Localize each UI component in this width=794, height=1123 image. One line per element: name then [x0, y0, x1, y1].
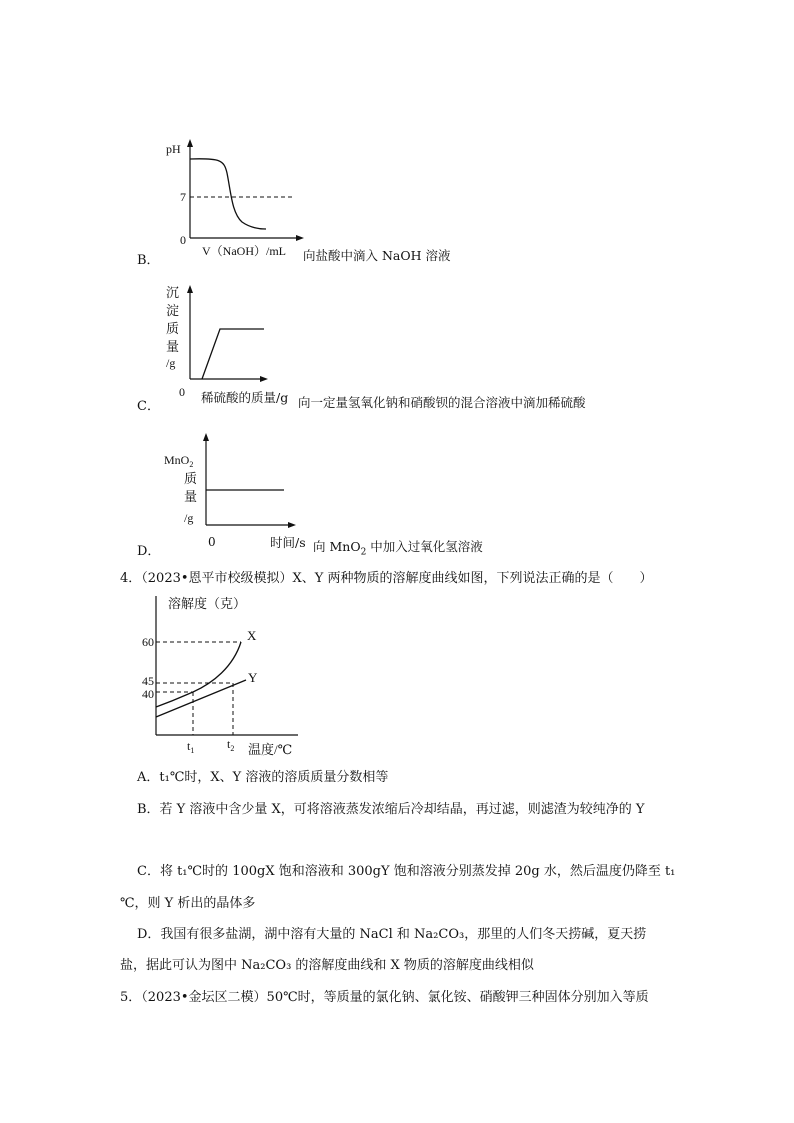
solubility-chart: [138, 594, 308, 762]
question-text: X、Y 两种物质的溶解度曲线如图，下列说法正确的是（ ）: [292, 571, 653, 586]
y-label-char: 量: [166, 339, 180, 354]
y-label-char: 质: [166, 321, 180, 336]
option-d-letter: D．: [137, 544, 161, 559]
x-axis-title: 温度/℃: [248, 742, 293, 757]
option-c-x-axis-label: 稀硫酸的质量/g: [201, 390, 289, 405]
question-source: （2023•恩平市校级模拟）: [141, 571, 293, 586]
y-label-unit: /g: [166, 356, 176, 370]
question-source: （2023•金坛区二模）: [141, 990, 267, 1005]
x-tick-t2: $t_2$: [227, 737, 235, 753]
question-4-option-b: B．若 Y 溶液中含少量 X，可将溶液蒸发浓缩后冷却结晶，再过滤，则滤渣为较纯净的 Y: [137, 802, 645, 817]
x-axis-arrow: [296, 235, 304, 241]
question-4-option-a: A．t₁℃时，X、Y 溶液的溶质质量分数相等: [137, 770, 389, 785]
y-label-char: 淀: [166, 303, 180, 318]
y-label-formula: MnO$_2$: [164, 453, 194, 469]
tick-label: 45: [142, 674, 154, 688]
x-axis-arrow: [260, 376, 268, 382]
y-axis-label: pH: [166, 142, 181, 156]
y-axis-arrow: [187, 139, 193, 147]
tick-label: 60: [142, 635, 154, 649]
y-label-char: 量: [184, 489, 198, 504]
y-label-unit: /g: [184, 511, 194, 525]
option-d-x-axis-label: 时间/s: [270, 535, 306, 550]
option-d-caption: 向 MnO$_2$ 中加入过氧化氢溶液: [313, 539, 483, 558]
ref-tick-label: 7: [180, 190, 186, 204]
x-tick-t1: $t_1$: [187, 739, 195, 755]
y-axis-arrow: [187, 285, 193, 293]
question-text: 50℃时，等质量的氯化钠、氯化铵、硝酸钾三种固体分别加入等质: [266, 990, 649, 1005]
y-axis-title: 溶解度（克）: [168, 596, 247, 611]
question-4-stem: [120, 571, 653, 587]
option-c-caption: 向一定量氢氧化钠和硝酸钡的混合溶液中滴加稀硫酸: [298, 395, 586, 410]
ph-curve: [190, 159, 266, 229]
origin-label: 0: [179, 385, 185, 399]
x-axis-label: V（NaOH）/mL: [202, 244, 286, 258]
option-c-precipitate-graph: [160, 283, 300, 401]
precipitate-line: [202, 329, 264, 379]
option-c-letter: C．: [137, 399, 160, 414]
question-4-option-d-line2: 盐，据此可认为图中 Na₂CO₃ 的溶解度曲线和 X 物质的溶解度曲线相似: [120, 958, 534, 973]
y-label-char: 沉: [166, 285, 180, 300]
option-b-letter: B．: [137, 253, 160, 268]
option-d-mno2-graph: [160, 430, 305, 530]
y-axis-arrow: [203, 433, 209, 441]
series-x-label: X: [247, 628, 257, 643]
option-b-ph-graph: [160, 138, 305, 260]
question-4-option-c-line2: ℃，则 Y 析出的晶体多: [120, 896, 256, 911]
x-axis-arrow: [288, 522, 296, 528]
y-label-char: 质: [184, 471, 198, 486]
question-4-option-d-line1: D．我国有很多盐湖，湖中溶有大量的 NaCl 和 Na₂CO₃，那里的人们冬天捞碱，夏天捞: [137, 927, 647, 942]
question-5-stem: [120, 990, 649, 1006]
question-number: 5．: [120, 990, 142, 1005]
question-4-option-c-line1: C．将 t₁℃时的 100gX 饱和溶液和 300gY 饱和溶液分别蒸发掉 20g 水，然后温度仍降至 t₁: [137, 864, 676, 879]
series-x-curve: [156, 642, 241, 707]
question-number: 4．: [120, 571, 142, 586]
option-d-origin-label: 0: [208, 535, 216, 549]
option-b-caption: 向盐酸中滴入 NaOH 溶液: [303, 248, 451, 263]
origin-label: 0: [180, 233, 186, 247]
series-y-label: Y: [248, 670, 258, 685]
tick-label: 40: [142, 687, 154, 701]
